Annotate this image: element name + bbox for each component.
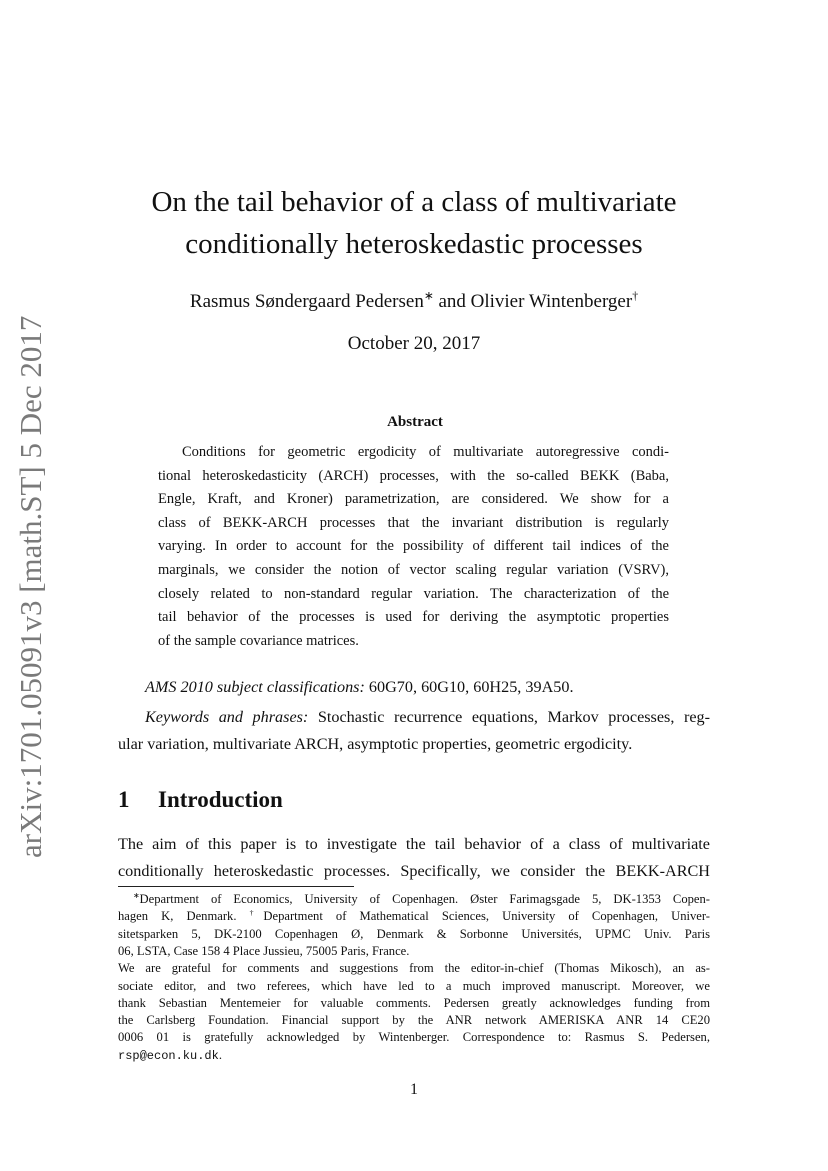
ams-codes: 60G70, 60G10, 60H25, 39A50. [364, 678, 574, 696]
intro-text-line: The aim of this paper is to investigate the tail behavior of a class of multivariate [118, 835, 710, 853]
abstract-line: class of BEKK-ARCH processes that the invariant distribution is regularly [158, 514, 669, 531]
acknowledgement-line: sociate editor, and two referees, which have led to a much improved manuscript. Moreover, we [118, 978, 710, 993]
correspondence-email[interactable]: rsp@econ.ku.dk [118, 1048, 219, 1063]
page-number: 1 [410, 1081, 418, 1098]
acknowledgement-line: the Carlsberg Foundation. Financial support by the ANR network AMERISKA ANR 14 CE20 [118, 1013, 710, 1028]
author-list [100, 289, 728, 315]
acknowledgement-line: We are grateful for comments and suggestions from the editor-in-chief (Thomas Mikosch), an as- [118, 961, 710, 976]
ams-label: AMS 2010 subject classifications: [145, 678, 365, 696]
abstract-line: varying. In order to account for the possibility of different tail indices of the [158, 538, 669, 555]
paper-title-line-1: On the tail behavior of a class of multivariate [151, 186, 677, 218]
publication-date: October 20, 2017 [347, 333, 481, 354]
footnote-marker[interactable]: ∗ [423, 289, 434, 303]
footnote-line: sitetsparken 5, DK-2100 Copenhagen Ø, Denmark & Sorbonne Universités, UPMC Univ. Paris [118, 926, 710, 941]
keywords-line-2: ular variation, multivariate ARCH, asymptotic properties, geometric ergodicity. [118, 735, 633, 753]
abstract-line: tail behavior of the processes is used for deriving the asymptotic properties [158, 609, 669, 626]
acknowledgement-line: 0006 01 is gratefully acknowledged by Wintenberger. Correspondence to: Rasmus S. Pedersen, [118, 1030, 710, 1045]
abstract-line: tional heteroskedasticity (ARCH) processes, with the so-called BEKK (Baba, [158, 467, 669, 484]
footnote-line: ∗Department of Economics, University of Copenhagen. Øster Farimagsgade 5, DK-1353 Copen- [133, 890, 710, 906]
footnote-line: hagen K, Denmark. †Department of Mathematical Sciences, University of Copenhagen, Univer- [118, 908, 711, 924]
acknowledgement-line: thank Sebastian Mentemeier for valuable comments. Pedersen greatly acknowledges funding from [118, 995, 710, 1010]
paper-title-line-2: conditionally heteroskedastic processes [185, 228, 643, 260]
intro-text-line: conditionally heteroskedastic processes. Specifically, we consider the BEKK-ARCH [118, 862, 710, 880]
footnote-line: 06, LSTA, Case 158 4 Place Jussieu, 75005 Paris, France. [118, 943, 410, 958]
author-name: Rasmus Søndergaard Pedersen [189, 291, 424, 312]
abstract-line: closely related to non-standard regular variation. The characterization of the [158, 585, 669, 602]
keywords-label: Keywords and phrases: [145, 708, 309, 726]
keywords-text: Stochastic recurrence equations, Markov processes, reg- [308, 708, 711, 726]
section-title: Introduction [158, 787, 283, 812]
acknowledgement-line: rsp@econ.ku.dk. [118, 1047, 222, 1063]
author-conjunction: and [433, 291, 471, 312]
section-heading-introduction [118, 785, 283, 815]
arxiv-identifier-stamp: arXiv:1701.05091v3 [math.ST] 5 Dec 2017 [13, 315, 48, 858]
abstract-line: Conditions for geometric ergodicity of multivariate autoregressive condi- [182, 444, 669, 460]
section-number: 1 [118, 787, 130, 812]
abstract-line: of the sample covariance matrices. [158, 632, 359, 649]
ams-classification [145, 674, 710, 701]
footnote-marker: ∗ [133, 890, 140, 900]
footnote-marker: † [249, 908, 264, 918]
abstract-heading: Abstract [387, 414, 443, 430]
abstract-line: Engle, Kraft, and Kroner) parametrization, are considered. We show for a [158, 491, 669, 508]
keywords-line-1 [145, 704, 710, 731]
abstract-line: marginals, we consider the notion of vector scaling regular variation (VSRV), [158, 562, 669, 578]
footnote-marker[interactable]: † [632, 289, 639, 303]
author-name: Olivier Wintenberger [470, 291, 633, 312]
footnote-divider [118, 886, 354, 887]
